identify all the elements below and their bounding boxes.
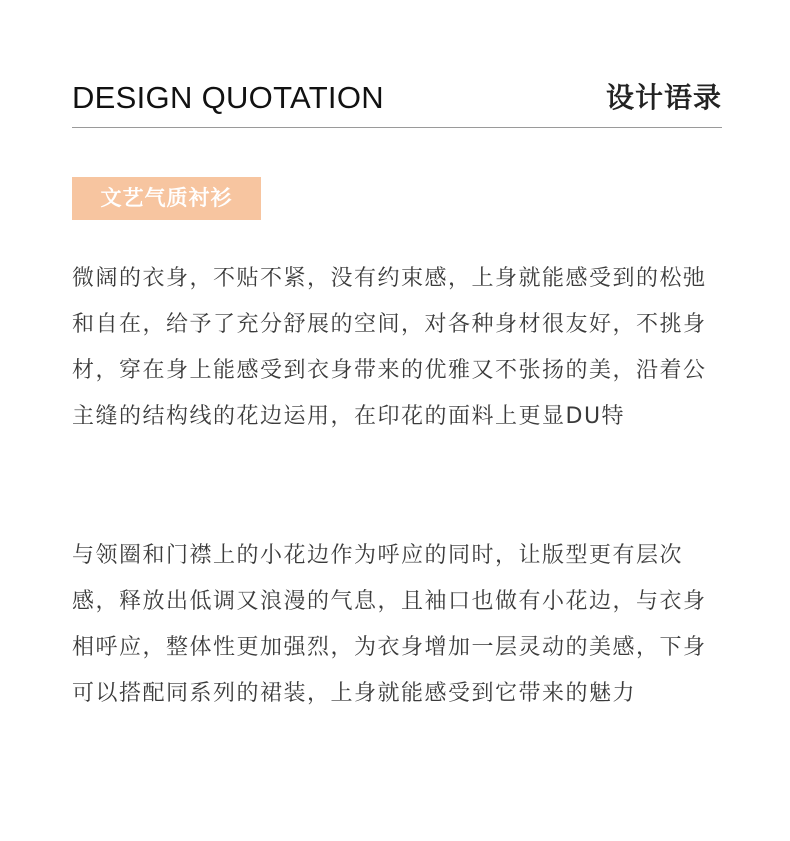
description-paragraph-2: 与领圈和门襟上的小花边作为呼应的同时，让版型更有层次感，释放出低调又浪漫的气息，且袖口也做有小花边，与衣身相呼应，整体性更加强烈，为衣身增加一层灵动的美感，下身可以搭配同系列的裙装，上身就能感受到它带来的魅力 — [72, 543, 707, 706]
description-paragraph-1: 微阔的衣身，不贴不紧，没有约束感，上身就能感受到的松弛和自在，给予了充分舒展的空间，对各种身材很友好，不挑身材，穿在身上能感受到衣身带来的优雅又不张扬的美，沿着公主缝的结构线的花边运用，在印花的面料上更显DU特 — [72, 266, 707, 429]
header-title-chinese: 设计语录 — [605, 81, 722, 114]
section-header — [72, 78, 722, 118]
header-title-english: DESIGN QUOTATION — [72, 80, 384, 115]
header-divider — [72, 127, 722, 128]
category-tag: 文艺气质衬衫 — [72, 177, 261, 220]
